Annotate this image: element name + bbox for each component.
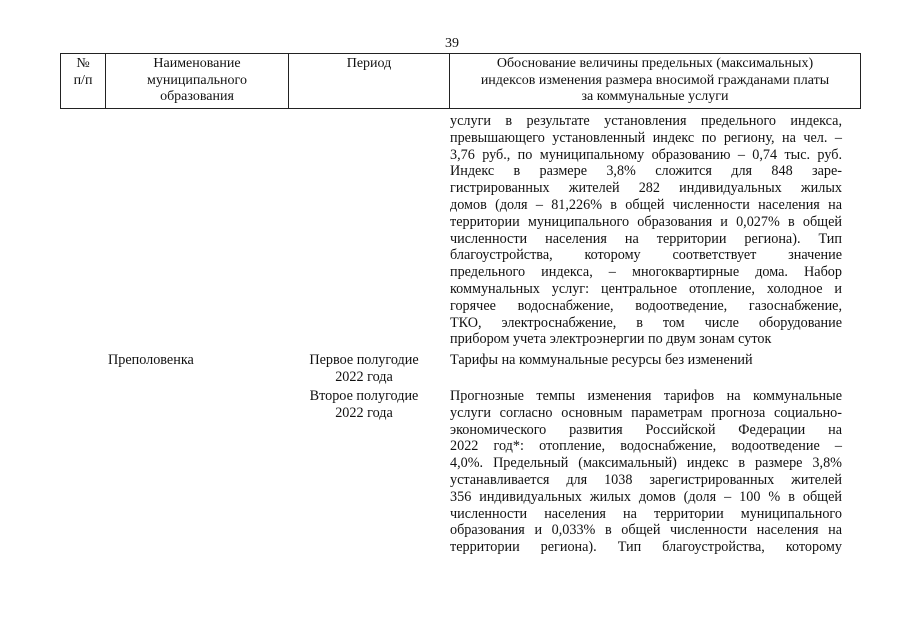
text-line: 4,0%. Предельный (максимальный) индекс в размере 3,8%	[450, 455, 842, 472]
header-period	[289, 54, 450, 109]
header-number-line: №	[76, 56, 90, 71]
header-period-label: Период	[346, 56, 392, 71]
period-line: 2022 года	[335, 368, 393, 385]
table-header	[60, 53, 861, 109]
continuation-text	[450, 113, 842, 348]
text-line: горячее водоснабжение, водоотведение, газоснабжение,	[450, 297, 842, 314]
text-line: ТКО, электроснабжение, в том числе оборудование	[450, 314, 842, 331]
period-line: Второе полугодие	[309, 388, 419, 404]
text-line: Тарифы на коммунальные ресурсы без изменений	[450, 352, 753, 368]
text-line: образования и 0,033% в общей численности населения на	[450, 522, 842, 539]
header-municipality	[106, 54, 289, 109]
text-line: прибором учета электроэнергии по двум зонам суток	[450, 331, 772, 348]
text-line: численности населения на территории региона). Тип	[450, 230, 842, 247]
text-line: 356 индивидуальных жилых домов (доля – 100 % в общей	[450, 488, 842, 505]
text-line: Индекс в размере 3,8% сложится для 848 заре-	[450, 163, 842, 180]
text-line: услуги в результате установления предельного индекса,	[450, 113, 842, 129]
text-line: гистрированных жителей 282 индивидуальных жилых	[450, 180, 842, 197]
text-line: территории региона). Тип благоустройства, которому	[450, 539, 842, 556]
municipality-name: Преполовенка	[108, 352, 194, 368]
text-line: 3,76 руб., по муниципальному образованию – 0,74 тыс. руб.	[450, 146, 842, 163]
header-municipality-line: муниципального	[147, 72, 247, 88]
period-first-half	[300, 352, 428, 386]
header-justification-line: за коммунальные услуги	[581, 89, 729, 105]
text-line: Прогнозные темпы изменения тарифов на коммунальные	[450, 388, 842, 404]
text-line: услуги согласно основным параметрам прогноза социально-	[450, 404, 842, 421]
text-line: 2022 год*: отопление, водоснабжение, водоотведение –	[450, 438, 842, 455]
text-line: превышающего установленный индекс по региону, на чел. –	[450, 129, 842, 146]
text-line: устанавливается для 1038 зарегистрированных жителей	[450, 471, 842, 488]
period-line: 2022 года	[335, 404, 393, 421]
text-line: предельного индекса, – многоквартирные дома. Набор	[450, 264, 842, 281]
page-number: 39	[445, 36, 459, 51]
header-justification	[450, 54, 861, 109]
header-municipality-line: Наименование	[153, 56, 241, 71]
header-justification-line: Обоснование величины предельных (максимальных)	[496, 56, 814, 71]
text-line: благоустройства, которому соответствует значение	[450, 247, 842, 264]
text-line: домов (доля – 81,226% в общей численности населения на	[450, 196, 842, 213]
header-justification-line: индексов изменения размера вносимой гражданами платы	[480, 72, 830, 88]
period-second-half	[300, 388, 428, 422]
second-half-text	[450, 388, 842, 556]
text-line: территории муниципального образования и 0,027% в общей	[450, 213, 842, 230]
text-line: экономического развития Российской Федерации на	[450, 421, 842, 438]
period-line: Первое полугодие	[309, 352, 419, 368]
header-number-line: п/п	[73, 72, 93, 88]
text-line: коммунальных услуг: центральное отопление, холодное и	[450, 280, 842, 297]
header-municipality-line: образования	[160, 89, 234, 105]
first-half-text	[450, 352, 842, 369]
text-line: численности населения на территории муниципального	[450, 505, 842, 522]
header-number	[61, 54, 106, 109]
